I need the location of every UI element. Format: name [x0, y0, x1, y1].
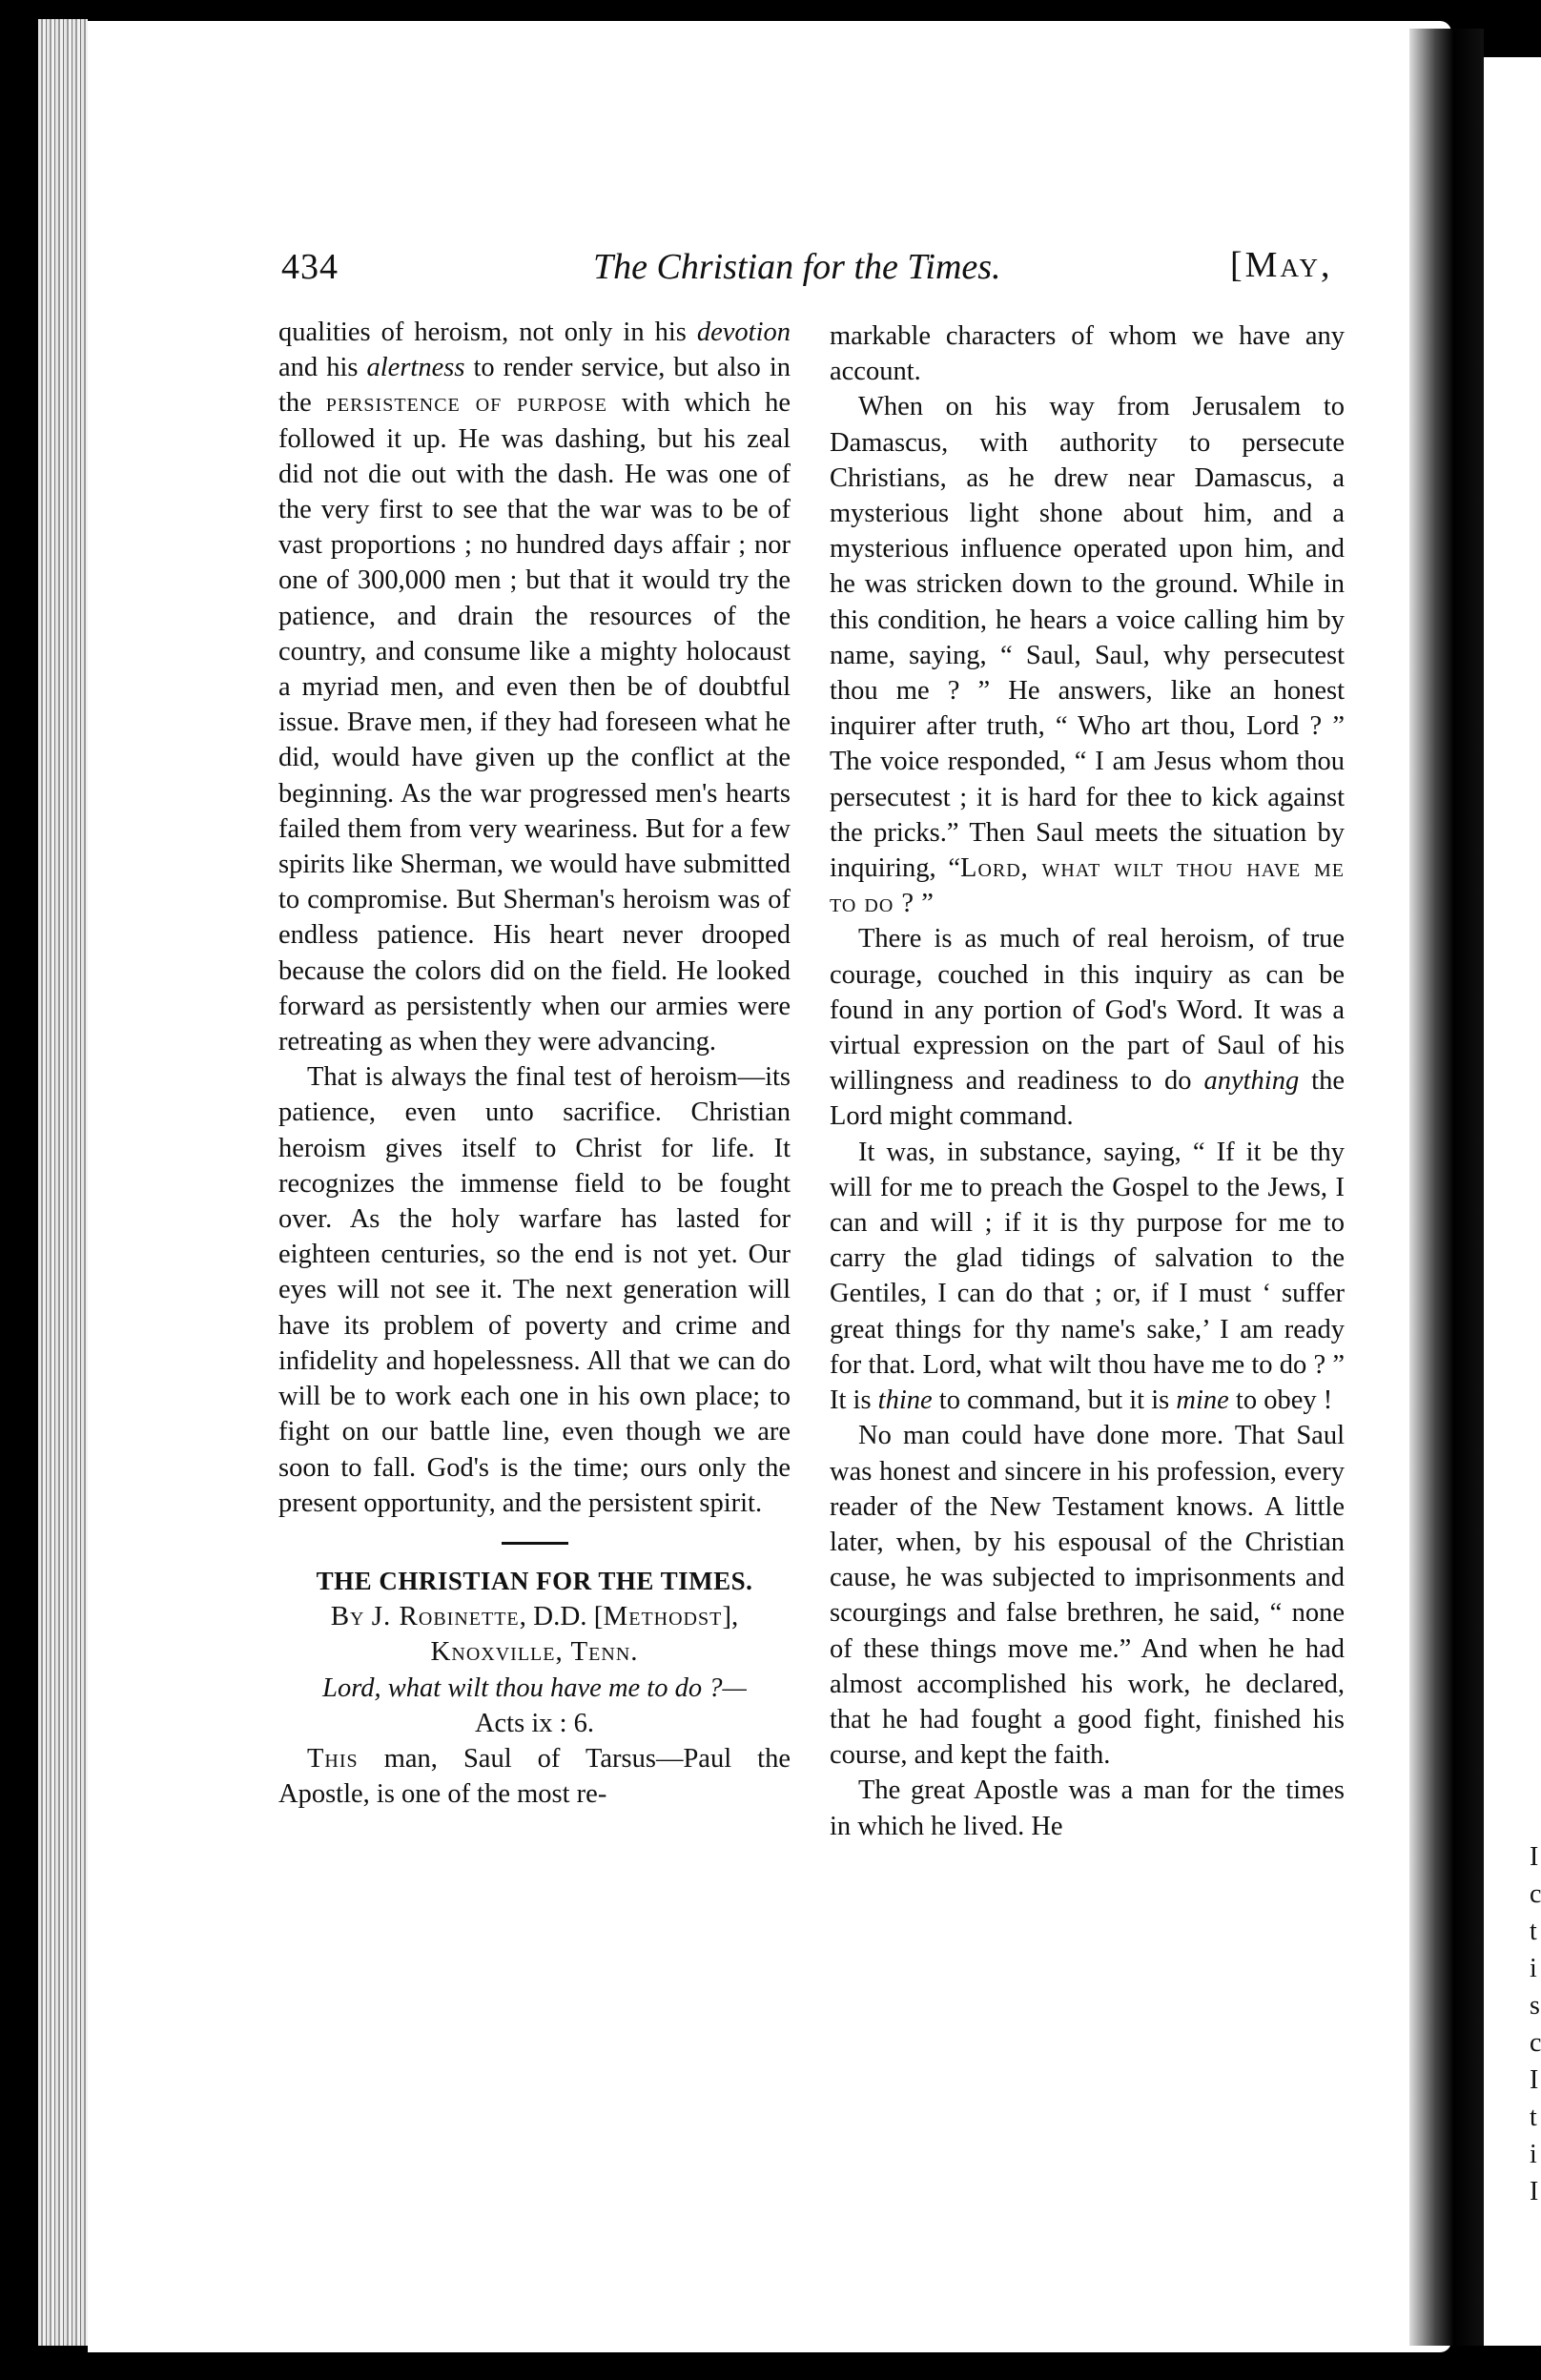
right-column — [830, 318, 1345, 1844]
section-divider — [502, 1542, 568, 1545]
paragraph: No man could have done more. That Saul was honest and sincere in his profession, every reader of the New Testament knows. A little later, when, by his espousal of the Christian cause, he was subjected to imprisonments and scourgings and false brethren, he said, “ none of these things move me.” And when he had almost accomplished his work, he declared, that he had fought a good fight, finished his course, and kept the faith. — [830, 1421, 1345, 1771]
paragraph: When on his way from Jerusalem to Damascus, with authority to persecute Christians, as he drew near Damascus, a mysterious light shone about him, and a mysterious influence operated upon him, and he was stricken down to the ground. While in this condition, he hears a voice calling him by name, saying, “ Saul, Saul, why persecutest thou me ? ” He answers, like an honest inquirer after truth, “ Who art thou, Lord ? ” The voice responded, “ I am Jesus whom thou persecutest ; it is hard for thee to kick against the pricks.” Then Saul meets the situation by inquiring, “Lord, what wilt thou have me to do ? ” — [830, 392, 1345, 919]
book-page — [88, 21, 1451, 2352]
paragraph: It was, in substance, saying, “ If it be thy will for me to preach the Gospel to the Jews, I can and will ; if it is thy purpose for me to carry the glad tidings of salvation to the Gentiles, I can do that ; or, if I must ‘ suffer great things for thy name's sake,’ I am ready for that. Lord, what wilt thou have me to do ? ” It is thine to command, but it is mine to obey ! — [830, 1137, 1345, 1416]
book-gutter — [1409, 29, 1484, 2346]
byline: By J. Robinette, D.D. [Methodst], — [330, 1601, 739, 1632]
paragraph: That is always the final test of heroism—its patience, even unto sacrifice. Christian heroism gives itself to Christ for life. It recognizes the immense field to be fought over. As the holy warfare has lasted for eighteen centuries, so the end is not yet. Our eyes will not see it. The next generation will have its problem of poverty and crime and infidelity and hopelessness. All that we can do will be to work each one in his own place; to fight on our battle line, even though we are soon to fall. God's is the time; ours only the present opportunity, and the persistent spirit. — [278, 1062, 791, 1518]
running-header — [88, 238, 1451, 296]
article-title: THE CHRISTIAN FOR THE TIMES. — [316, 1566, 753, 1595]
page-number: 434 — [281, 247, 339, 287]
running-month: [May, — [1230, 245, 1333, 285]
page-leaf-edges — [38, 19, 88, 2346]
epigraph: Lord, what wilt thou have me to do ?— Acts ix : 6. — [322, 1672, 747, 1738]
paragraph: qualities of heroism, not only in his devotion and his alertness to render service, but also in the persistence of purpose with which he followed it up. He was dashing, but his zeal did not die out with the dash. He was one of the very first to see that the war was to be of vast proportions ; no hundred days affair ; nor one of 300,000 men ; but that it would try the patience, and drain the resources of the country, and consume like a mighty holocaust a myriad men, and even then be of doubtful issue. Brave men, if they had foreseen what he did, would have given up the conflict at the beginning. As the war progressed men's hearts failed them from very weariness. But for a few spirits like Sherman, we would have submitted to compromise. But Sherman's heroism was of endless patience. His heart never drooped because the colors did on the field. He looked forward as persistently when our armies were retreating as when they were advancing. — [278, 318, 791, 1057]
paragraph: This man, Saul of Tarsus—Paul the Apostle, is one of the most re- — [278, 1743, 791, 1810]
paragraph: There is as much of real heroism, of true courage, couched in this inquiry as can be found in any portion of God's Word. It was a virtual expression on the part of Saul of his willingness and readiness to do anything the Lord might command. — [830, 924, 1345, 1132]
running-title: The Christian for the Times. — [593, 247, 1001, 287]
byline-place: Knoxville, Tenn. — [430, 1636, 639, 1668]
paragraph: markable characters of whom we have any account. — [830, 321, 1345, 387]
paragraph: The great Apostle was a man for the times in which he lived. He — [830, 1775, 1345, 1841]
facing-page-fragment: I c t i s c I t i I — [1530, 1842, 1541, 2206]
left-column — [278, 315, 791, 1812]
